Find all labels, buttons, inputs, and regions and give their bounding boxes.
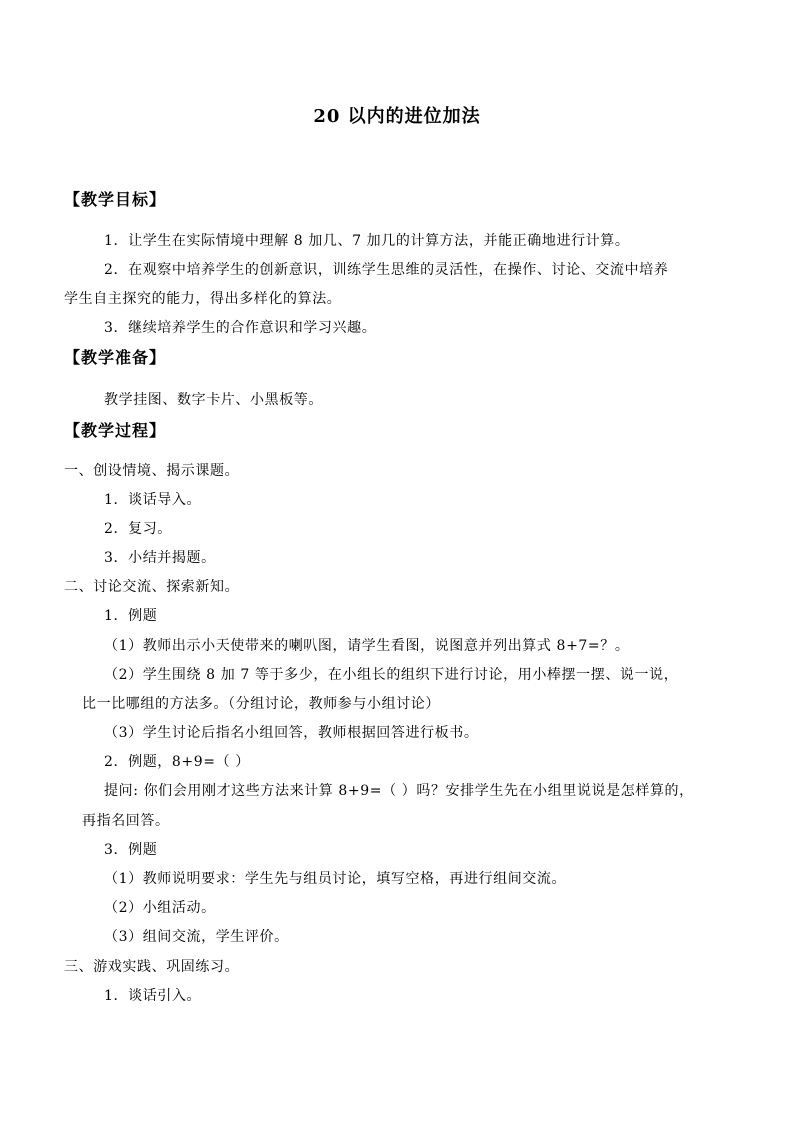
process-heading: 【教学过程】 <box>64 421 167 440</box>
part2-step-1b-line-2: 比一比哪组的方法多。（分组讨论，教师参与小组讨论） <box>82 696 440 712</box>
part2-step-3b: （2）小组活动。 <box>104 900 216 916</box>
part2-step-3: 3．例题 <box>104 842 158 858</box>
part2-step-1b-line-1: （2）学生围绕 8 加 7 等于多少，在小组长的组织下进行讨论，用小棒摆一摆、说一说， <box>104 667 679 683</box>
part3-step-1: 1．谈话引入。 <box>104 988 202 1004</box>
part2-step-3c: （3）组间交流，学生评价。 <box>104 929 289 945</box>
prep-heading: 【教学准备】 <box>64 348 167 367</box>
part1-step-3: 3．小结并揭题。 <box>104 550 216 566</box>
part2-question-line-1: 提问: 你们会用刚才这些方法来计算 8+9=（ ）吗？安排学生先在小组里说说是怎样算的， <box>104 783 694 799</box>
part3-title: 三、游戏实践、巩固练习。 <box>64 959 240 975</box>
part2-title: 二、讨论交流、探索新知。 <box>64 579 240 595</box>
goals-item-2-line-2: 学生自主探究的能力，得出多样化的算法。 <box>64 291 342 307</box>
part2-step-1a: （1）教师出示小天使带来的喇叭图，请学生看图，说图意并列出算式 8+7=？。 <box>104 638 630 654</box>
goals-item-1: 1．让学生在实际情境中理解 8 加几、7 加几的计算方法，并能正确地进行计算。 <box>104 233 630 249</box>
part2-step-1: 1．例题 <box>104 608 158 624</box>
goals-item-2-line-1: 2．在观察中培养学生的创新意识，训练学生思维的灵活性，在操作、讨论、交流中培养 <box>104 262 669 278</box>
part2-question-line-2: 再指名回答。 <box>82 813 170 829</box>
part1-title: 一、创设情境、揭示课题。 <box>64 463 240 479</box>
goals-item-3: 3．继续培养学生的合作意识和学习兴趣。 <box>104 320 377 336</box>
prep-text: 教学挂图、数字卡片、小黑板等。 <box>104 392 323 408</box>
part2-step-2: 2．例题，8+9=（ ） <box>104 754 250 770</box>
part1-step-2: 2．复习。 <box>104 521 172 537</box>
part2-step-1c: （3）学生讨论后指名小组回答，教师根据回答进行板书。 <box>104 725 479 741</box>
page-title: 20 以内的进位加法 <box>313 106 481 127</box>
part2-step-3a: （1）教师说明要求：学生先与组员讨论，填写空格，再进行组间交流。 <box>104 871 567 887</box>
part1-step-1: 1．谈话导入。 <box>104 492 202 508</box>
goals-heading: 【教学目标】 <box>64 190 167 209</box>
